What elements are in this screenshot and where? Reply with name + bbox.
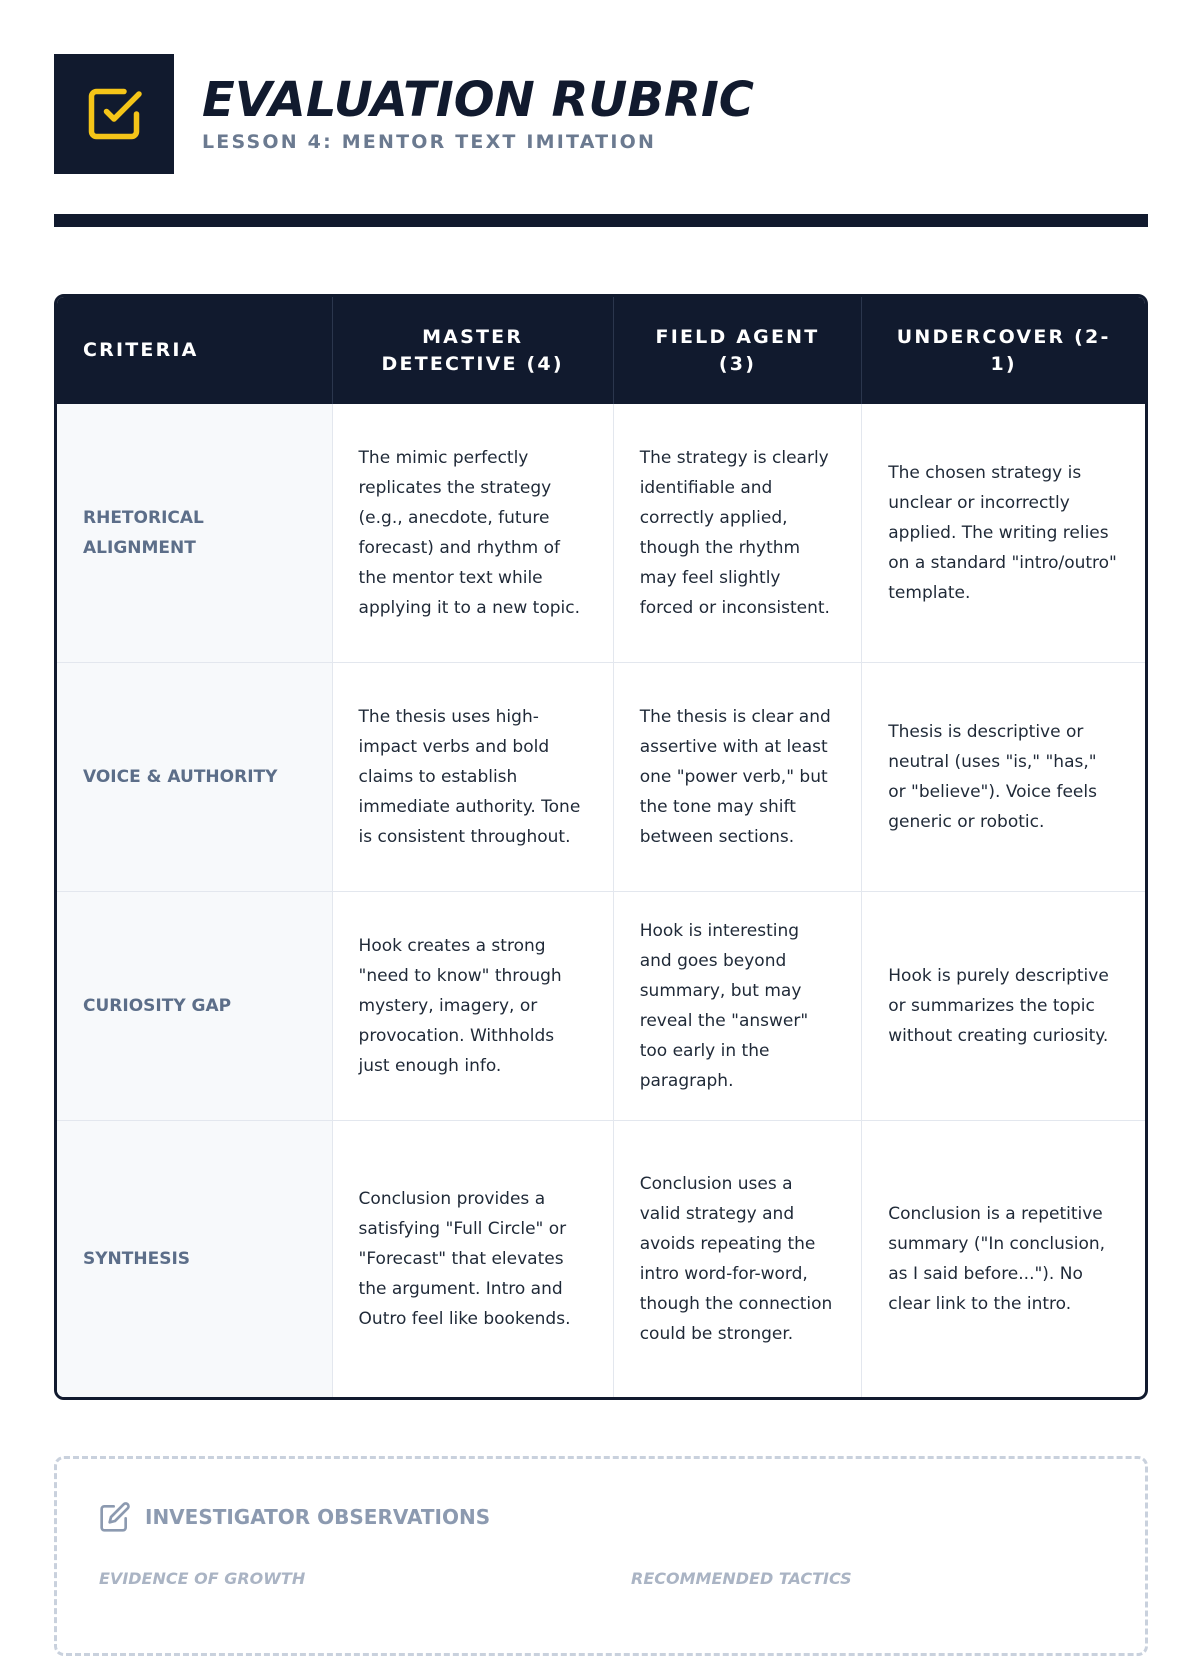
undercover-cell: The chosen strategy is unclear or incorrectly applied. The writing relies on a standard "intro/outro" template. <box>888 462 1117 603</box>
master-cell: The mimic perfectly replicates the strategy (e.g., anecdote, future forecast) and rhythm of the mentor text while applying it to a new topic. <box>332 404 613 662</box>
field-cell: Hook is interesting and goes beyond summary, but may reveal the "answer" too early in the paragraph. <box>613 891 862 1120</box>
master-cell: The thesis uses high-impact verbs and bold claims to establish immediate authority. Tone is consistent throughout. <box>332 662 613 891</box>
master-cell: Conclusion provides a satisfying "Full Circle" or "Forecast" that elevates the argument. Intro and Outro feel like bookends. <box>332 1120 613 1397</box>
field-cell: Conclusion uses a valid strategy and avoids repeating the intro word-for-word, though the connection could be stronger. <box>613 1120 862 1397</box>
rubric-table <box>54 294 1148 1400</box>
page-title: EVALUATION RUBRIC <box>202 72 755 128</box>
undercover-cell: Conclusion is a repetitive summary ("In conclusion, as I said before..."). No clear link to the intro. <box>862 1120 1145 1397</box>
table-row <box>57 1120 1145 1397</box>
observations-panel <box>54 1456 1148 1656</box>
table-header-row <box>57 297 1145 404</box>
header-divider <box>54 214 1148 227</box>
field-cell: The strategy is clearly identifiable and correctly applied, though the rhythm may feel slightly forced or inconsistent. <box>613 404 862 662</box>
criterion-cell: RHETORICAL ALIGNMENT <box>57 404 332 662</box>
header <box>54 54 1148 174</box>
column-header-undercover: UNDERCOVER (2-1) <box>862 297 1145 404</box>
undercover-cell: Thesis is descriptive or neutral (uses "is," "has," or "believe"). Voice feels generic or robotic. <box>862 662 1145 891</box>
evidence-of-growth-label: EVIDENCE OF GROWTH <box>99 1569 306 1588</box>
observations-header <box>99 1501 490 1533</box>
field-cell: The thesis is clear and assertive with at least one "power verb," but the tone may shift between sections. <box>613 662 862 891</box>
table-row <box>57 891 1145 1120</box>
criterion-cell: CURIOSITY GAP <box>57 891 332 1120</box>
observations-title: INVESTIGATOR OBSERVATIONS <box>145 1505 491 1529</box>
logo <box>54 54 174 174</box>
criterion-cell: SYNTHESIS <box>57 1120 332 1397</box>
page-subtitle: LESSON 4: MENTOR TEXT IMITATION <box>202 131 657 153</box>
master-cell: Hook creates a strong "need to know" through mystery, imagery, or provocation. Withholds just enough info. <box>332 891 613 1120</box>
checkbox-icon <box>84 84 144 144</box>
edit-icon <box>99 1501 131 1533</box>
undercover-cell: Hook is purely descriptive or summarizes the topic without creating curiosity. <box>862 891 1145 1120</box>
column-header-master-detective: MASTER DETECTIVE (4) <box>332 297 613 404</box>
recommended-tactics-label: RECOMMENDED TACTICS <box>631 1569 852 1588</box>
table-row <box>57 662 1145 891</box>
column-header-field-agent: FIELD AGENT (3) <box>613 297 862 404</box>
column-header-criteria: CRITERIA <box>57 297 332 404</box>
table-row <box>57 404 1145 662</box>
criterion-cell: VOICE & AUTHORITY <box>57 662 332 891</box>
